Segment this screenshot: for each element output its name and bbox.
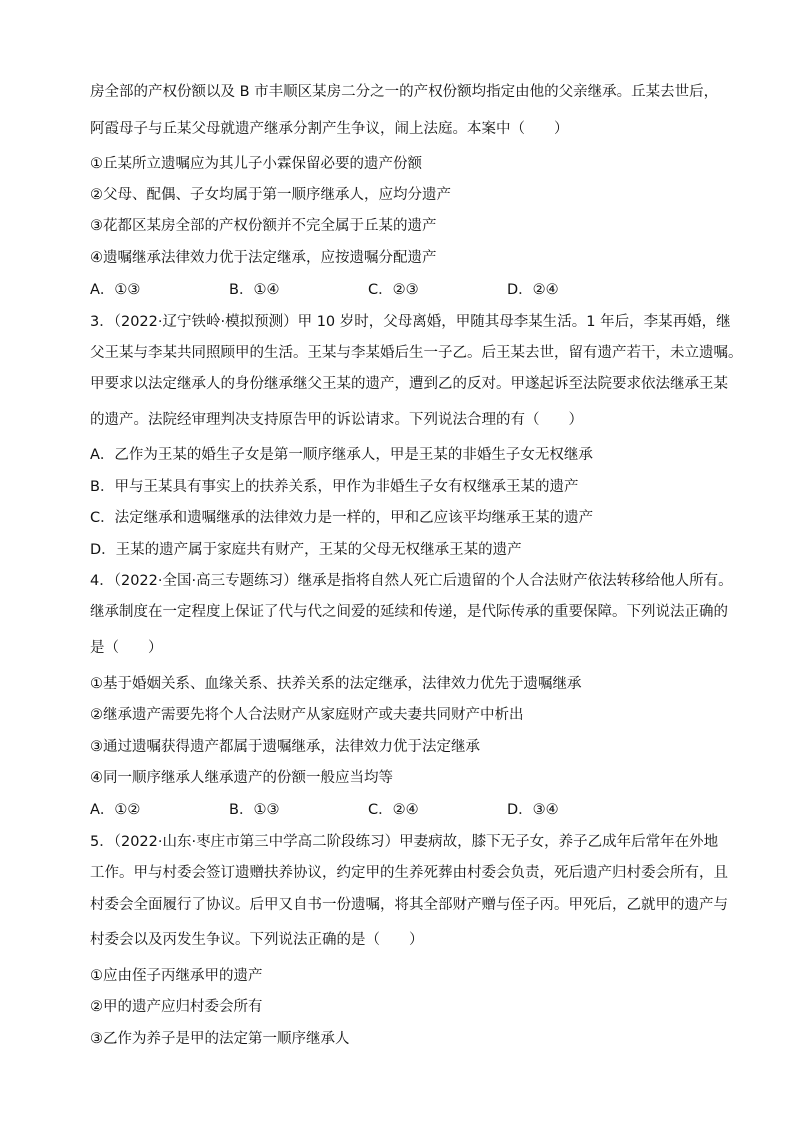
q2-statement: ②父母、配偶、子女均属于第一顺序继承人，应均分遗产: [90, 187, 451, 203]
q5-statement: ②甲的遗产应归村委会所有: [90, 999, 263, 1015]
q3-choice-b: B．甲与王某具有事实上的扶养关系，甲作为非婚生子女有权继承王某的遗产: [90, 479, 579, 495]
q4-option-d: D．③④: [507, 802, 559, 818]
q3-text-line: 甲要求以法定继承人的身份继承继父王某的遗产，遭到乙的反对。甲遂起诉至法院要求依法继承王某: [90, 376, 728, 392]
q4-option-b: B．①③: [229, 802, 280, 818]
q2-text-line: 房全部的产权份额以及 B 市丰顺区某房二分之一的产权份额均指定由他的父亲继承。丘某去世后，: [90, 84, 719, 100]
q5-text-line: 村委会以及丙发生争议。下列说法正确的是（ ）: [90, 932, 424, 948]
q3-choice-d: D．王某的遗产属于家庭共有财产，王某的父母无权继承王某的遗产: [90, 542, 522, 558]
q3-choice-c: C．法定继承和遗嘱继承的法律效力是一样的，甲和乙应该平均继承王某的遗产: [90, 510, 594, 526]
q2-statement: ③花都区某房全部的产权份额并不完全属于丘某的遗产: [90, 218, 437, 234]
q4-statement: ②继承遗产需要先将个人合法财产从家庭财产或夫妻共同财产中析出: [90, 707, 524, 723]
q2-statement: ①丘某所立遗嘱应为其儿子小霖保留必要的遗产份额: [90, 156, 422, 172]
q2-option-c: C．②③: [368, 282, 419, 298]
q5-text-line: 村委会全面履行了协议。后甲又自书一份遗嘱，将其全部财产赠与侄子丙。甲死后，乙就甲的遗产与: [90, 897, 728, 913]
q2-text-line: 阿霞母子与丘某父母就遗产继承分割产生争议，闹上法庭。本案中（ ）: [90, 121, 569, 137]
q4-statement: ③通过遗嘱获得遗产都属于遗嘱继承，法律效力优于法定继承: [90, 739, 480, 755]
q4-statement: ④同一顺序继承人继承遗产的份额一般应当均等: [90, 770, 393, 786]
q4-statement: ①基于婚姻关系、血缘关系、扶养关系的法定继承，法律效力优先于遗嘱继承: [90, 676, 582, 692]
q4-text-line: 继承制度在一定程度上保证了代与代之间爱的延续和传递，是代际传承的重要保障。下列说法正确的: [90, 604, 728, 620]
q4-text-line: 是（ ）: [90, 640, 163, 656]
q4-text-line: 4．（2022·全国·高三专题练习）继承是指将自然人死亡后遗留的个人合法财产依法转移给他人所有。: [90, 573, 733, 589]
q5-text-line: 5．（2022·山东·枣庄市第三中学高二阶段练习）甲妻病故，膝下无子女，养子乙成年后常年在外地: [90, 834, 719, 850]
q2-option-a: A．①③: [90, 282, 141, 298]
q2-option-b: B．①④: [229, 282, 280, 298]
q4-option-a: A．①②: [90, 802, 141, 818]
q5-statement: ①应由侄子丙继承甲的遗产: [90, 968, 263, 984]
q3-text-line: 3．（2022·辽宁铁岭·模拟预测）甲 10 岁时，父母离婚，甲随其母李某生活。1 年后，李某再婚，继: [90, 314, 731, 330]
q3-choice-a: A．乙作为王某的婚生子女是第一顺序继承人，甲是王某的非婚生子女无权继承: [90, 447, 593, 463]
q3-text-line: 的遗产。法院经审理判决支持原告甲的诉讼请求。下列说法合理的有（ ）: [90, 412, 583, 428]
q2-option-d: D．②④: [507, 282, 559, 298]
q5-text-line: 工作。甲与村委会签订遗赠扶养协议，约定甲的生养死葬由村委会负责，死后遗产归村委会所有，且: [90, 865, 728, 881]
q4-option-c: C．②④: [368, 802, 419, 818]
q2-statement: ④遗嘱继承法律效力优于法定继承，应按遗嘱分配遗产: [90, 250, 437, 266]
q5-statement: ③乙作为养子是甲的法定第一顺序继承人: [90, 1031, 350, 1047]
q3-text-line: 父王某与李某共同照顾甲的生活。王某与李某婚后生一子乙。后王某去世，留有遗产若干，未立遗嘱。: [90, 345, 743, 361]
